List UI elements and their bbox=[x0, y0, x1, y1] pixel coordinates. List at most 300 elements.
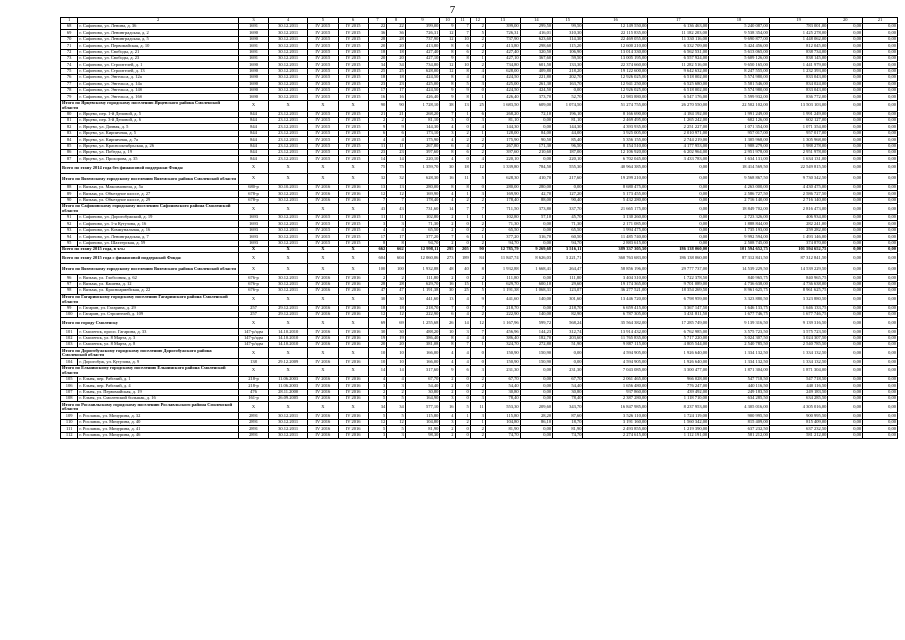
table-cell: 6 136 463,00 bbox=[648, 24, 709, 30]
address-cell: г. Сафоново, ул. Энгельса, д. 14а bbox=[78, 81, 238, 87]
table-cell: 427,10 bbox=[485, 55, 520, 61]
column-number-cell: 16 bbox=[583, 18, 648, 24]
table-cell: 0,00 bbox=[828, 173, 863, 184]
table-cell: 1693 bbox=[238, 214, 268, 220]
column-number-cell: 15 bbox=[553, 18, 583, 24]
table-cell: 202,70 bbox=[553, 75, 583, 81]
table-cell: 1691 bbox=[238, 49, 268, 55]
table-cell: IV 2015 bbox=[338, 43, 368, 49]
table-cell: 2 bbox=[470, 432, 485, 438]
table-cell: IV 2016 bbox=[338, 197, 368, 203]
table-cell: X bbox=[338, 100, 368, 111]
table-cell: 377,20 bbox=[485, 234, 520, 240]
table-cell: 2 586 727,50 bbox=[709, 191, 770, 197]
table-cell: 12 bbox=[440, 68, 455, 74]
table-cell: IV 2015 bbox=[338, 137, 368, 143]
table-cell: X bbox=[269, 365, 308, 376]
column-number-cell: 1 bbox=[61, 18, 78, 24]
table-cell: 23.12.2011 bbox=[269, 111, 308, 117]
table-cell: 6 bbox=[455, 234, 470, 240]
table-cell: 30.12.2011 bbox=[269, 62, 308, 68]
table-cell: 3 bbox=[440, 118, 455, 124]
table-cell: 0,00 bbox=[520, 383, 553, 389]
table-cell: IV 2016 bbox=[338, 359, 368, 365]
table-cell: 840 965,75 bbox=[709, 275, 770, 281]
table-cell: 966 028,00 bbox=[648, 376, 709, 382]
column-number-cell: 6 bbox=[338, 18, 368, 24]
table-cell: 96,50 bbox=[553, 143, 583, 149]
table-cell: 11 282 516,00 bbox=[648, 62, 709, 68]
table-cell: 833 043,00 bbox=[769, 75, 828, 81]
table-cell: 23.12.2011 bbox=[269, 150, 308, 156]
table-cell: 115,80 bbox=[485, 413, 520, 419]
row-number-cell: 73 bbox=[61, 55, 78, 61]
table-cell: 441,60 bbox=[405, 294, 440, 305]
table-cell: 3 024 307,50 bbox=[709, 335, 770, 341]
table-cell: 2 bbox=[440, 426, 455, 432]
table-cell: 20 bbox=[368, 55, 386, 61]
table-cell: 21 bbox=[368, 111, 386, 117]
table-cell: 0 bbox=[455, 383, 470, 389]
table-cell: 662 bbox=[368, 246, 386, 252]
table-cell: 0,00 bbox=[648, 240, 709, 246]
table-cell: IV 2015 bbox=[308, 75, 338, 81]
table-cell: 0,00 bbox=[828, 221, 863, 227]
address-cell: г. Сафоново, ул. Ленинградская, д. 5 bbox=[78, 36, 238, 42]
table-cell: IV 2016 bbox=[308, 335, 338, 341]
table-cell: 1 656 480,00 bbox=[583, 383, 648, 389]
address-cell: г. Ярцево, ул. Дачная, д. 5 bbox=[78, 124, 238, 130]
table-cell: 23.12.2011 bbox=[269, 137, 308, 143]
column-number-cell: 21 bbox=[863, 18, 898, 24]
table-cell: 4 bbox=[455, 335, 470, 341]
table-cell: 10 bbox=[387, 359, 405, 365]
table-cell: X bbox=[308, 162, 338, 173]
table-cell: 0,00 bbox=[863, 75, 898, 81]
table-cell: 0,00 bbox=[648, 173, 709, 184]
table-cell: 7 bbox=[455, 30, 470, 36]
table-cell: 5 613 065,00 bbox=[709, 49, 770, 55]
table-cell: 320,50 bbox=[520, 49, 553, 55]
table-cell: 90,40 bbox=[553, 197, 583, 203]
table-cell: 0,00 bbox=[863, 43, 898, 49]
table-cell: 10 bbox=[368, 348, 386, 359]
table-cell: 1 722 378,50 bbox=[648, 275, 709, 281]
table-cell: 4 bbox=[440, 413, 455, 419]
table-cell: 9 bbox=[440, 55, 455, 61]
subtotal-label-cell: Итого по Рославльскому городскому поселению Рославльского района Смоленской области bbox=[61, 402, 239, 413]
table-cell: 2 bbox=[470, 137, 485, 143]
table-cell: 6 bbox=[470, 111, 485, 117]
table-cell: 186 138 060,00 bbox=[648, 253, 709, 264]
column-number-cell: 5 bbox=[308, 18, 338, 24]
table-cell: 2 bbox=[470, 311, 485, 317]
table-cell: 29.12.2011 bbox=[269, 311, 308, 317]
table-cell: IV 2016 bbox=[308, 305, 338, 311]
table-cell: 784,50 bbox=[520, 162, 553, 173]
table-cell: IV 2016 bbox=[338, 305, 368, 311]
table-cell: 88,00 bbox=[520, 197, 553, 203]
table-cell: 147-р/адм bbox=[238, 335, 268, 341]
table-cell: 295 bbox=[440, 246, 455, 252]
table-cell: 6 659 415,00 bbox=[583, 305, 648, 311]
table-cell: 4 bbox=[368, 376, 386, 382]
table-cell: 0,00 bbox=[828, 329, 863, 335]
row-number-cell: 92 bbox=[61, 221, 78, 227]
table-cell: IV 2015 bbox=[338, 75, 368, 81]
table-cell: 3 323 880,50 bbox=[709, 294, 770, 305]
table-cell: 397,60 bbox=[485, 150, 520, 156]
table-cell: 1 646 133,75 bbox=[769, 305, 828, 311]
table-cell: 32 bbox=[368, 173, 386, 184]
table-cell: 4 bbox=[455, 348, 470, 359]
subtotal-row bbox=[61, 402, 898, 413]
table-cell: 18 bbox=[368, 75, 386, 81]
table-cell: 23.12.2011 bbox=[269, 124, 308, 130]
table-cell: 12 bbox=[440, 30, 455, 36]
table-cell: 94,70 bbox=[553, 240, 583, 246]
table-cell: 87 312 841,50 bbox=[709, 253, 770, 264]
table-cell: 8 961 625,75 bbox=[769, 288, 828, 294]
table-cell: 111,80 bbox=[405, 275, 440, 281]
table-cell: 4 bbox=[368, 227, 386, 233]
subtotal-label-cell: Итого по Вяземскому городскому поселению Вяземского района Смоленской области bbox=[61, 173, 239, 184]
table-cell: 196,10 bbox=[553, 111, 583, 117]
table-cell: 16 bbox=[440, 281, 455, 287]
table-cell: 3 bbox=[387, 221, 405, 227]
address-cell: г. Ярцево, ул. Краснооктябрьская, д. 26 bbox=[78, 143, 238, 149]
table-cell: 18 bbox=[455, 162, 470, 173]
table-cell: 9 887 115,00 bbox=[583, 342, 648, 348]
table-cell: 186 138 060,00 bbox=[648, 246, 709, 252]
table-cell: 2 bbox=[368, 118, 386, 124]
table-body bbox=[61, 18, 898, 439]
table-cell: 0,00 bbox=[863, 246, 898, 252]
table-cell: 144,30 bbox=[553, 124, 583, 130]
table-cell: 0,00 bbox=[863, 150, 898, 156]
table-cell: 22 374 660,00 bbox=[583, 62, 648, 68]
table-cell: 257 bbox=[238, 305, 268, 311]
table-cell: 1 926 640,00 bbox=[648, 359, 709, 365]
table-cell: 161-р bbox=[238, 396, 268, 402]
table-cell: 30 bbox=[368, 329, 386, 335]
table-cell: 30.12.2011 bbox=[269, 413, 308, 419]
table-cell: 12 bbox=[368, 311, 386, 317]
table-cell: 4 bbox=[440, 197, 455, 203]
table-cell: 3 bbox=[440, 130, 455, 136]
table-cell: 74,70 bbox=[485, 432, 520, 438]
table-cell: 0,00 bbox=[828, 118, 863, 124]
table-cell: 9 bbox=[387, 124, 405, 130]
table-cell: 11 485 740,00 bbox=[583, 234, 648, 240]
address-cell: г. Смоленск, ул. 8 Марта, д. 3 bbox=[78, 335, 238, 341]
table-cell: 1 112 191,00 bbox=[648, 432, 709, 438]
table-cell: 8 626,03 bbox=[520, 253, 553, 264]
table-cell: 5 bbox=[368, 396, 386, 402]
table-cell: 4 bbox=[440, 359, 455, 365]
table-cell: 3 024 307,50 bbox=[769, 335, 828, 341]
table-cell: 9 bbox=[470, 294, 485, 305]
table-cell: 22 bbox=[387, 24, 405, 30]
table-cell: 1 118 710,00 bbox=[648, 396, 709, 402]
table-cell: 0 bbox=[455, 376, 470, 382]
table-cell: 1 074,50 bbox=[553, 100, 583, 111]
table-cell: 0,00 bbox=[828, 396, 863, 402]
table-cell: 900 995,50 bbox=[769, 413, 828, 419]
table-cell: 4 393 935,00 bbox=[583, 124, 648, 130]
table-cell: 12 926 025,00 bbox=[583, 75, 648, 81]
table-cell: 0,00 bbox=[863, 264, 898, 275]
table-cell: X bbox=[338, 365, 368, 376]
table-cell: 115,80 bbox=[405, 413, 440, 419]
table-cell: 3 300 477,00 bbox=[648, 365, 709, 376]
table-cell: 2 716 140,00 bbox=[769, 197, 828, 203]
table-cell: X bbox=[238, 253, 268, 264]
table-cell: 4 430 475,00 bbox=[769, 184, 828, 190]
table-cell: 6 bbox=[440, 311, 455, 317]
table-cell: IV 2016 bbox=[308, 191, 338, 197]
table-cell: IV 2015 bbox=[308, 24, 338, 30]
table-cell: 60,50 bbox=[553, 234, 583, 240]
table-cell: 20 bbox=[368, 342, 386, 348]
table-cell: 0,00 bbox=[863, 118, 898, 124]
table-cell: 680-р bbox=[238, 184, 268, 190]
table-cell: 249 183,50 bbox=[709, 389, 770, 395]
table-cell: 4 bbox=[387, 227, 405, 233]
table-cell: 9 139 316,50 bbox=[709, 318, 770, 329]
table-cell: 144,30 bbox=[405, 124, 440, 130]
table-cell: 3 404 310,00 bbox=[583, 275, 648, 281]
table-cell: 9 650 165,00 bbox=[709, 62, 770, 68]
table-cell: 29 777 737,00 bbox=[648, 264, 709, 275]
table-cell: X bbox=[308, 264, 338, 275]
table-cell: IV 2015 bbox=[308, 150, 338, 156]
table-cell: 676-р bbox=[238, 281, 268, 287]
table-cell: 373,80 bbox=[520, 203, 553, 214]
table-cell: IV 2015 bbox=[338, 30, 368, 36]
table-cell: 0,00 bbox=[863, 143, 898, 149]
table-cell: X bbox=[238, 100, 268, 111]
table-cell: 409,80 bbox=[520, 68, 553, 74]
table-cell: 13 005 195,00 bbox=[583, 55, 648, 61]
table-cell: 123,07 bbox=[553, 288, 583, 294]
subtotal-label-cell: Итого по Сафоновскому городскому поселению Сафоновского района Смоленской области bbox=[61, 203, 239, 214]
column-number-cell: 14 bbox=[520, 18, 553, 24]
table-cell: 424,50 bbox=[405, 87, 440, 93]
table-cell: 217,60 bbox=[553, 173, 583, 184]
table-cell: IV 2015 bbox=[338, 150, 368, 156]
table-cell: 599,72 bbox=[520, 318, 553, 329]
table-cell: 1690 bbox=[238, 36, 268, 42]
table-cell: 0,00 bbox=[828, 275, 863, 281]
table-cell: 9 992 594,00 bbox=[709, 234, 770, 240]
table-cell: 1 683,50 bbox=[485, 100, 520, 111]
table-cell: 173,10 bbox=[405, 130, 440, 136]
table-cell: 2 bbox=[470, 240, 485, 246]
table-cell: X bbox=[338, 264, 368, 275]
table-cell: 1 bbox=[470, 234, 485, 240]
table-cell: 676-р bbox=[238, 288, 268, 294]
table-cell: 11 bbox=[387, 214, 405, 220]
table-cell: 2 716 140,00 bbox=[709, 197, 770, 203]
table-cell: 4 594 905,00 bbox=[583, 359, 648, 365]
table-cell: 2 469 495,00 bbox=[583, 118, 648, 124]
table-cell: IV 2015 bbox=[338, 24, 368, 30]
row-number-cell: 112 bbox=[61, 432, 78, 438]
table-cell: IV 2015 bbox=[308, 234, 338, 240]
table-cell: 2 540 785,50 bbox=[769, 342, 828, 348]
table-cell: 20 bbox=[387, 342, 405, 348]
table-cell: 1 334 132,50 bbox=[769, 359, 828, 365]
table-cell: 74,70 bbox=[553, 432, 583, 438]
table-cell: 2 387 280,00 bbox=[583, 396, 648, 402]
subtotal-row bbox=[61, 264, 898, 275]
table-cell: 29,60 bbox=[553, 281, 583, 287]
table-cell: 0,00 bbox=[520, 227, 553, 233]
table-cell: 0,00 bbox=[863, 396, 898, 402]
table-cell: X bbox=[338, 294, 368, 305]
table-cell: 4 bbox=[455, 359, 470, 365]
table-cell: 488,20 bbox=[405, 329, 440, 335]
table-cell: 836 772,00 bbox=[769, 94, 828, 100]
table-cell: 3 bbox=[387, 383, 405, 389]
table-cell: 12 bbox=[387, 419, 405, 425]
table-cell: 9 568 867,50 bbox=[709, 173, 770, 184]
table-cell: IV 2015 bbox=[338, 156, 368, 162]
table-cell: 0,00 bbox=[828, 36, 863, 42]
table-cell: 2 723 326,00 bbox=[709, 214, 770, 220]
table-cell: IV 2015 bbox=[308, 30, 338, 36]
table-cell: 547 718,50 bbox=[709, 376, 770, 382]
table-cell: 282 241,00 bbox=[769, 221, 828, 227]
table-cell: IV 2016 bbox=[308, 311, 338, 317]
table-cell: 3 191 160,00 bbox=[583, 419, 648, 425]
table-cell: 2 951 978,00 bbox=[769, 150, 828, 156]
address-cell: г. Дорогобуж, ул. Кутузова, д. 9 bbox=[78, 359, 238, 365]
table-cell: 222,90 bbox=[485, 311, 520, 317]
table-cell: 30.12.2011 bbox=[269, 75, 308, 81]
table-cell: 78,40 bbox=[485, 396, 520, 402]
table-cell: 0 bbox=[455, 221, 470, 227]
table-cell: 138 bbox=[238, 359, 268, 365]
address-cell: г. Сафоново, ул. Коммунальная, д. 16 bbox=[78, 227, 238, 233]
table-cell: 169,90 bbox=[485, 191, 520, 197]
table-cell: 12 600 210,00 bbox=[583, 43, 648, 49]
table-cell: X bbox=[269, 402, 308, 413]
table-cell: 2 bbox=[440, 432, 455, 438]
table-cell: IV 2016 bbox=[308, 426, 338, 432]
table-cell: 0,00 bbox=[828, 342, 863, 348]
table-cell: 19 122 600,00 bbox=[583, 68, 648, 74]
table-cell: 2 bbox=[440, 389, 455, 395]
table-cell: 2 bbox=[455, 197, 470, 203]
table-cell: 2 bbox=[470, 389, 485, 395]
table-cell: 6 702 045,00 bbox=[583, 156, 648, 162]
table-cell: 425,00 bbox=[405, 81, 440, 87]
table-cell: 17 bbox=[368, 87, 386, 93]
table-cell: 0,00 bbox=[828, 62, 863, 68]
table-cell: 51 274 755,00 bbox=[583, 100, 648, 111]
table-cell: 11.06.2003 bbox=[269, 383, 308, 389]
table-cell: 8 bbox=[470, 264, 485, 275]
table-cell: 389 337 305,50 bbox=[583, 246, 648, 252]
table-cell: X bbox=[308, 253, 338, 264]
row-number-cell: 81 bbox=[61, 118, 78, 124]
table-cell: 12 bbox=[440, 36, 455, 42]
table-cell: 221,80 bbox=[520, 75, 553, 81]
table-cell: 1 735 193,00 bbox=[709, 227, 770, 233]
table-cell: 16 bbox=[440, 173, 455, 184]
table-cell: 147-р/адм bbox=[238, 342, 268, 348]
table-cell: 1 bbox=[470, 55, 485, 61]
table-cell: IV 2016 bbox=[338, 376, 368, 382]
row-number-cell: 79 bbox=[61, 94, 78, 100]
table-cell: 6 bbox=[455, 49, 470, 55]
table-cell: 12 060,06 bbox=[405, 253, 440, 264]
table-cell: 427,10 bbox=[405, 55, 440, 61]
table-cell: 0,00 bbox=[828, 359, 863, 365]
table-cell: 87 312 841,50 bbox=[769, 253, 828, 264]
table-cell: 0,00 bbox=[863, 240, 898, 246]
table-cell: 373,70 bbox=[520, 94, 553, 100]
table-cell: 2 bbox=[470, 150, 485, 156]
table-cell: 30.12.2011 bbox=[269, 30, 308, 36]
row-number-cell: 102 bbox=[61, 335, 78, 341]
table-cell: IV 2015 bbox=[338, 94, 368, 100]
table-cell: 3 bbox=[470, 413, 485, 419]
table-cell: 69 bbox=[368, 318, 386, 329]
table-cell: 163,70 bbox=[553, 81, 583, 87]
table-cell: 0,00 bbox=[520, 365, 553, 376]
address-cell: г. Сафоново, ул. Строителей, д. 13 bbox=[78, 68, 238, 74]
table-cell: 406 934,00 bbox=[769, 214, 828, 220]
table-cell: 30,80 bbox=[405, 389, 440, 395]
table-cell: 11.06.2003 bbox=[269, 376, 308, 382]
table-cell: 834 024,00 bbox=[769, 81, 828, 87]
table-cell: 426,40 bbox=[405, 94, 440, 100]
table-cell: IV 2015 bbox=[338, 36, 368, 42]
table-cell: X bbox=[269, 246, 308, 252]
table-cell: X bbox=[238, 162, 268, 173]
address-cell: г. Сафоново, ул. Энгельса, д. 14б bbox=[78, 87, 238, 93]
table-cell: IV 2016 bbox=[338, 329, 368, 335]
column-number-cell: 2 bbox=[78, 18, 238, 24]
table-cell: 249 183,50 bbox=[769, 389, 828, 395]
table-cell: 75 bbox=[387, 162, 405, 173]
table-cell: 9 bbox=[455, 87, 470, 93]
table-cell: 900 995,50 bbox=[709, 413, 770, 419]
table-cell: 600,10 bbox=[520, 281, 553, 287]
table-cell: 8 bbox=[368, 240, 386, 246]
table-cell: 231,30 bbox=[553, 365, 583, 376]
table-cell: 5 bbox=[387, 396, 405, 402]
column-number-cell: 11 bbox=[455, 18, 470, 24]
table-cell: 2 bbox=[455, 419, 470, 425]
table-cell: 4 bbox=[455, 143, 470, 149]
table-cell: 5 bbox=[368, 413, 386, 419]
table-cell: 54,40 bbox=[405, 383, 440, 389]
table-cell: 6 bbox=[368, 130, 386, 136]
table-cell: 1693 bbox=[238, 240, 268, 246]
table-cell: 30.12.2011 bbox=[269, 81, 308, 87]
table-cell: 4 bbox=[470, 68, 485, 74]
table-cell: 2 493 855,00 bbox=[583, 426, 648, 432]
table-cell: 0 bbox=[455, 118, 470, 124]
table-cell: 100 bbox=[368, 264, 386, 275]
table-cell: X bbox=[269, 264, 308, 275]
table-cell: 182,70 bbox=[520, 335, 553, 341]
address-cell: г. Рославль, ул. Мичурина, д. 46 bbox=[78, 432, 238, 438]
